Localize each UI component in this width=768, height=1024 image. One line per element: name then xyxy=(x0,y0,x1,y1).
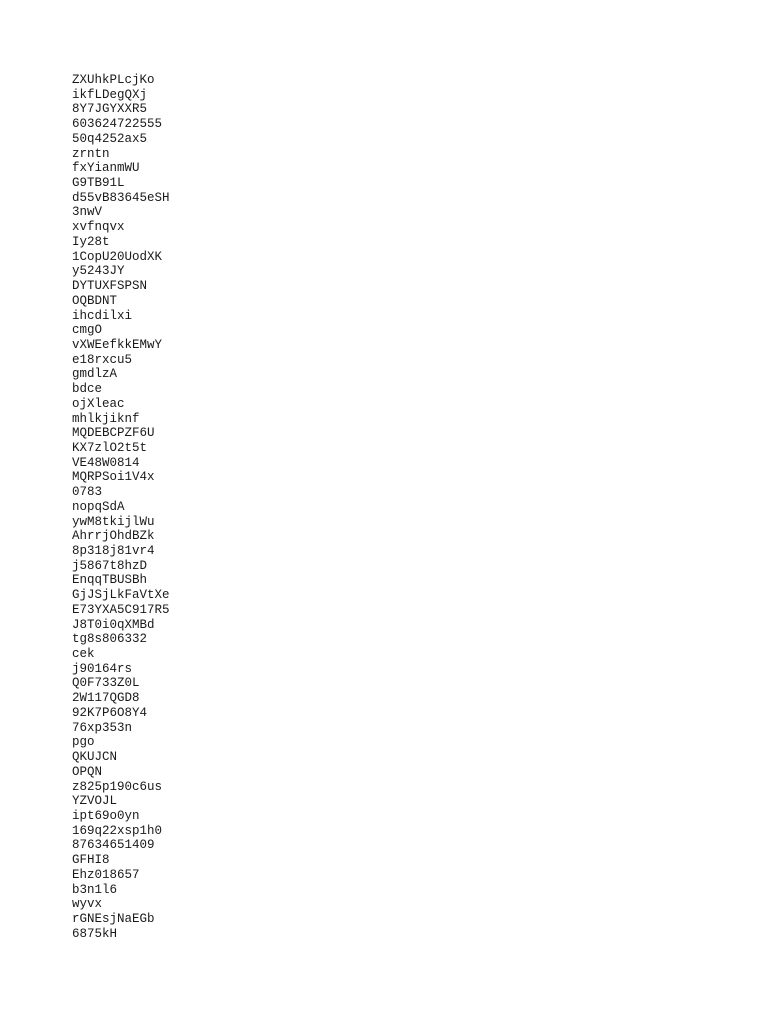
text-line: Iy28t xyxy=(72,234,110,249)
text-line: ojXleac xyxy=(72,396,125,411)
text-line: 8Y7JGYXXR5 xyxy=(72,102,148,117)
text-line: zrntn xyxy=(72,146,110,161)
text-line: YZVOJL xyxy=(72,794,118,809)
text-line: cek xyxy=(72,647,95,662)
text-line: KX7zlO2t5t xyxy=(72,440,148,455)
text-line: gmdlzA xyxy=(72,367,118,382)
text-lines-block xyxy=(72,73,170,941)
text-line: GjJSjLkFaVtXe xyxy=(72,588,170,603)
text-line: fxYianmWU xyxy=(72,161,140,176)
text-line: OPQN xyxy=(72,764,103,779)
text-line: Ehz018657 xyxy=(72,867,140,882)
text-line: ywM8tkijlWu xyxy=(72,514,155,529)
text-line: mhlkjiknf xyxy=(72,411,140,426)
text-line: ikfLDegQXj xyxy=(72,87,148,102)
text-line: bdce xyxy=(72,382,103,397)
text-line: 169q22xsp1h0 xyxy=(72,823,163,838)
text-line: 603624722555 xyxy=(72,117,163,132)
text-line: ZXUhkPLcjKo xyxy=(72,73,155,87)
text-line: QKUJCN xyxy=(72,750,118,765)
text-line: vXWEefkkEMwY xyxy=(72,337,163,352)
text-line: b3n1l6 xyxy=(72,882,118,897)
text-line: 8p318j81vr4 xyxy=(72,544,155,558)
text-line: 3nwV xyxy=(72,205,103,220)
text-line: 50q4252ax5 xyxy=(72,131,148,146)
text-line: j5867t8hzD xyxy=(72,558,148,573)
text-line: E73YXA5C917R5 xyxy=(72,602,170,617)
text-line: DYTUXFSPSN xyxy=(72,279,148,294)
text-line: GFHI8 xyxy=(72,853,110,868)
text-line: 2W117QGD8 xyxy=(72,691,140,706)
text-line: 87634651409 xyxy=(72,838,155,853)
text-line: 0783 xyxy=(72,485,103,500)
text-line: tg8s806332 xyxy=(72,632,148,647)
text-line: 76xp353n xyxy=(72,720,133,735)
text-line: d55vB83645eSH xyxy=(72,190,170,205)
text-line: 1CopU20UodXK xyxy=(72,249,163,264)
text-line: ipt69o0yn xyxy=(72,808,140,823)
text-line: MQRPSoi1V4x xyxy=(72,470,155,485)
text-line: pgo xyxy=(72,735,95,750)
text-line: rGNEsjNaEGb xyxy=(72,911,155,926)
text-line: AhrrjOhdBZk xyxy=(72,529,155,544)
text-line: z825p190c6us xyxy=(72,779,163,794)
text-line: MQDEBCPZF6U xyxy=(72,426,155,441)
text-line: Q0F733Z0L xyxy=(72,676,140,691)
text-line: j90164rs xyxy=(72,661,133,676)
text-line: 6875kH xyxy=(72,926,118,941)
text-line: 92K7P6O8Y4 xyxy=(72,705,148,720)
text-line: e18rxcu5 xyxy=(72,352,133,367)
text-line: xvfnqvx xyxy=(72,220,125,235)
text-line: OQBDNT xyxy=(72,293,118,308)
text-line: y5243JY xyxy=(72,264,125,279)
text-line: EnqqTBUSBh xyxy=(72,573,148,588)
text-line: VE48W0814 xyxy=(72,455,140,470)
text-line: cmgO xyxy=(72,323,103,338)
text-line: wyvx xyxy=(72,897,103,912)
text-line: J8T0i0qXMBd xyxy=(72,617,155,632)
text-line: nopqSdA xyxy=(72,499,125,514)
text-line: ihcdilxi xyxy=(72,308,133,323)
text-line: G9TB91L xyxy=(72,176,125,191)
